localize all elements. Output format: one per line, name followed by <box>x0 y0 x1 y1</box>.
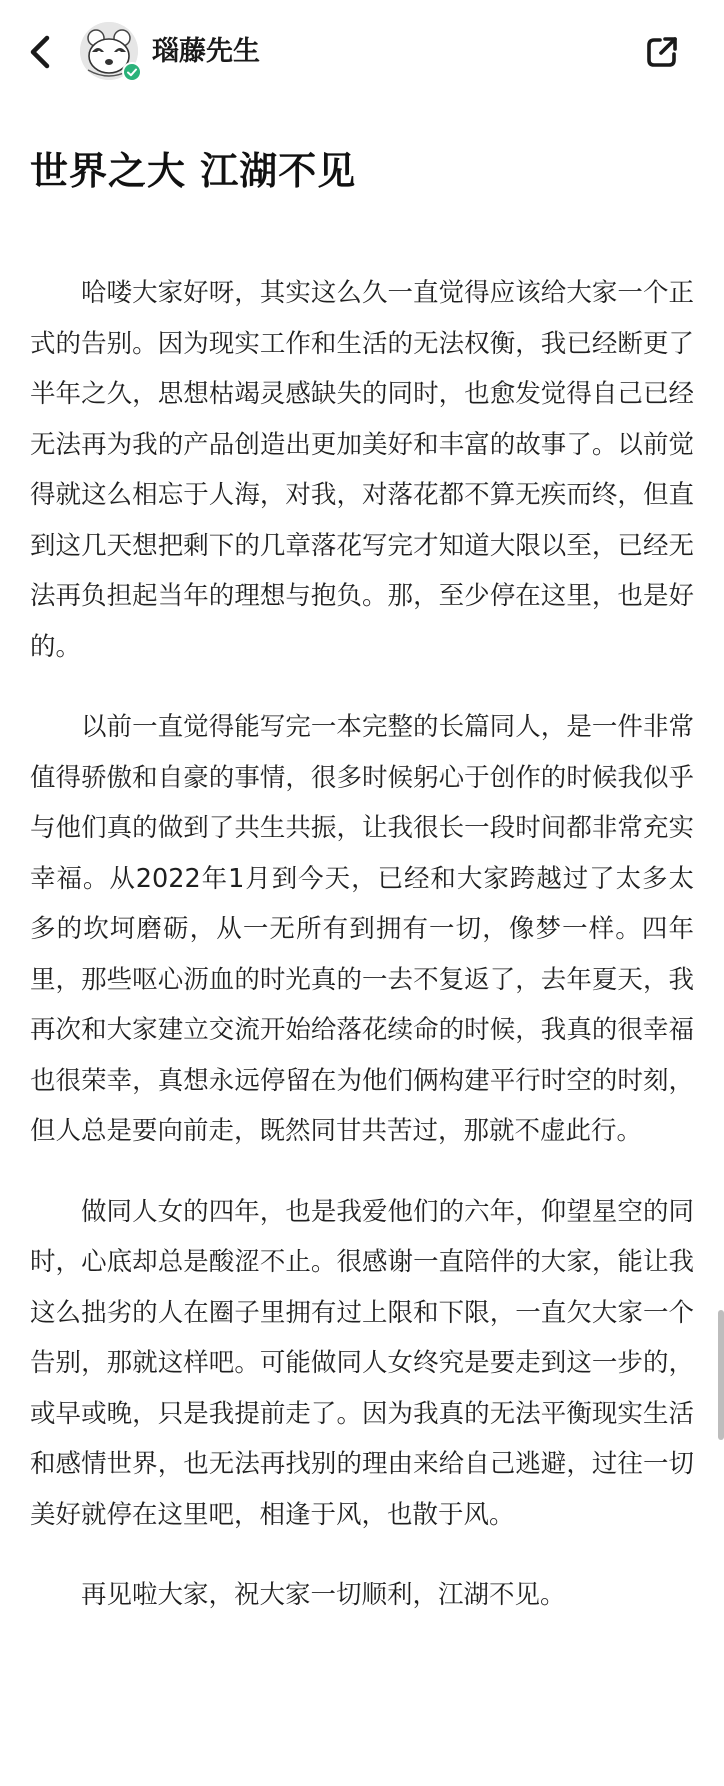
article-title: 世界之大 江湖不见 <box>30 149 357 193</box>
chevron-left-icon <box>29 35 51 69</box>
article-paragraph: 再见啦大家，祝大家一切顺利，江湖不见。 <box>81 1580 566 1610</box>
verified-badge-icon <box>123 63 141 81</box>
article-paragraph: 做同人女的四年，也是我爱他们的六年，仰望星空的同时，心底却总是酸涩不止。很感谢一直陪伴的大家，能让我这么拙劣的人在圈子里拥有过上限和下限，一直欠大家一个告别，那就这样吧。可能做同人女终究是要走到这一步的，或早或晚，只是我提前走了。因为我真的无法平衡现实生活和感情世界，也无法再找别的理由来给自己逃避，过往一切美好就停在这里吧，相逢于风，也散于风。 <box>30 1196 694 1530</box>
article-paragraph: 哈喽大家好呀，其实这么久一直觉得应该给大家一个正式的告别。因为现实工作和生活的无法权衡，我已经断更了半年之久，思想枯竭灵感缺失的同时，也愈发觉得自己已经无法再为我的产品创造出更加美好和丰富的故事了。以前觉得就这么相忘于人海，对我，对落花都不算无疾而终，但直到这几天想把剩下的几章落花写完才知道大限以至，已经无法再负担起当年的理想与抱负。那，至少停在这里，也是好的。 <box>30 278 694 662</box>
author-name[interactable]: 瑙藤先生 <box>152 36 260 67</box>
top-bar <box>0 0 724 104</box>
article-body <box>30 268 694 1651</box>
author-avatar[interactable] <box>80 22 138 80</box>
scrollbar-thumb[interactable] <box>718 1310 724 1440</box>
share-button[interactable] <box>642 32 682 72</box>
back-button[interactable] <box>22 30 58 74</box>
share-external-icon <box>645 35 679 69</box>
verified-badge <box>122 62 142 82</box>
article-paragraph: 以前一直觉得能写完一本完整的长篇同人，是一件非常值得骄傲和自豪的事情，很多时候躬心于创作的时候我似乎与他们真的做到了共生共振，让我很长一段时间都非常充实幸福。从2022年1月到今天，已经和大家跨越过了太多太多的坎坷磨砺，从一无所有到拥有一切，像梦一样。四年里，那些呕心沥血的时光真的一去不复返了，去年夏天，我再次和大家建立交流开始给落花续命的时候，我真的很幸福也很荣幸，真想永远停留在为他们俩构建平行时空的时刻，但人总是要向前走，既然同甘共苦过，那就不虚此行。 <box>30 712 694 1146</box>
